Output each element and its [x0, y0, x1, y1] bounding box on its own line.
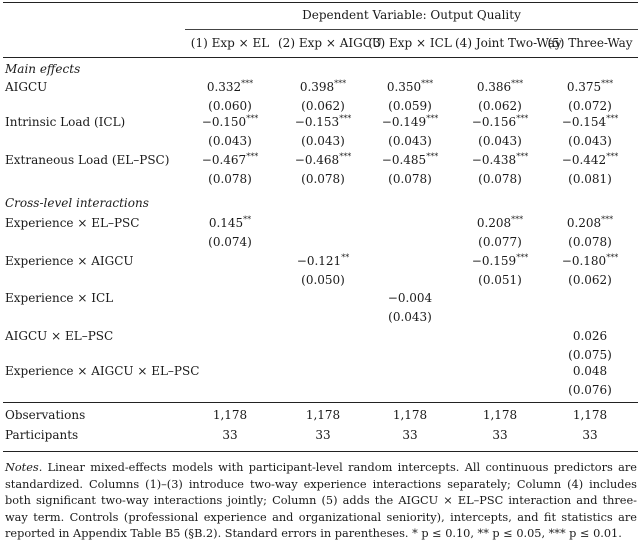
- standard-error-cell: (0.043): [388, 310, 432, 324]
- coefficient-cell: [455, 216, 545, 230]
- significance-stars: ***: [606, 114, 619, 123]
- standard-error-cell: (0.062): [301, 99, 345, 113]
- row-label: Intrinsic Load (ICL): [5, 115, 126, 129]
- coefficient-value: −0.442: [561, 153, 607, 167]
- coefficient-value: 0.386: [476, 80, 512, 94]
- coefficient-value: −0.149: [381, 115, 427, 129]
- column-header-2: (2) Exp × AIGCU: [278, 36, 382, 50]
- stat-value: 1,178: [305, 408, 341, 422]
- standard-error-cell: (0.078): [301, 172, 345, 186]
- standard-error-cell: (0.075): [568, 348, 612, 362]
- stat-value: 33: [222, 428, 238, 442]
- coefficient-value: −0.154: [561, 115, 607, 129]
- coefficient-cell: [455, 153, 545, 167]
- significance-stars: ***: [516, 114, 529, 123]
- section-main-effects: Main effects: [5, 62, 81, 76]
- coefficient-value: −0.180: [561, 254, 607, 268]
- stat-value: 33: [402, 428, 418, 442]
- standard-error-cell: (0.081): [568, 172, 612, 186]
- significance-stars: ***: [601, 215, 614, 224]
- row-label: Experience × ICL: [5, 291, 114, 305]
- significance-stars: ***: [426, 152, 439, 161]
- significance-stars: **: [341, 253, 350, 262]
- standard-error-cell: (0.072): [568, 99, 612, 113]
- coefficient-value: 0.332: [206, 80, 242, 94]
- coefficient-cell: [545, 254, 635, 268]
- row-label: AIGCU: [5, 80, 48, 94]
- standard-error-cell: (0.050): [301, 273, 345, 287]
- notes-lead: Notes.: [5, 461, 43, 474]
- coefficient-cell: [455, 80, 545, 94]
- coefficient-cell: [455, 254, 545, 268]
- header-bottom-rule: [3, 57, 638, 58]
- stat-value: 1,178: [482, 408, 518, 422]
- standard-error-cell: (0.043): [388, 134, 432, 148]
- significance-stars: ***: [246, 114, 259, 123]
- coefficient-value: −0.468: [294, 153, 340, 167]
- coefficient-cell: [365, 291, 455, 305]
- significance-stars: ***: [246, 152, 259, 161]
- coefficient-value: −0.467: [201, 153, 247, 167]
- coefficient-cell: [545, 80, 635, 94]
- coefficient-value: −0.121: [296, 254, 342, 268]
- stat-label: Observations: [5, 408, 86, 422]
- standard-error-cell: (0.051): [478, 273, 522, 287]
- significance-stars: ***: [606, 152, 619, 161]
- significance-stars: ***: [516, 253, 529, 262]
- significance-stars: ***: [511, 215, 524, 224]
- coefficient-cell: [278, 254, 368, 268]
- coefficient-value: 0.350: [386, 80, 422, 94]
- coefficient-value: −0.004: [387, 291, 433, 305]
- section-cross-level: Cross-level interactions: [5, 196, 149, 210]
- bottom-rule: [3, 451, 638, 452]
- coefficient-value: 0.375: [566, 80, 602, 94]
- significance-stars: ***: [339, 114, 352, 123]
- coefficient-value: 0.145: [208, 216, 244, 230]
- coefficient-cell: [365, 115, 455, 129]
- standard-error-cell: (0.076): [568, 383, 612, 397]
- coefficient-cell: [365, 80, 455, 94]
- significance-stars: **: [243, 215, 252, 224]
- coefficient-cell: [185, 115, 275, 129]
- coefficient-cell: [278, 115, 368, 129]
- standard-error-cell: (0.078): [568, 235, 612, 249]
- coefficient-cell: [545, 216, 635, 230]
- significance-stars: ***: [334, 79, 347, 88]
- coefficient-value: 0.026: [572, 329, 608, 343]
- significance-stars: ***: [516, 152, 529, 161]
- coefficient-value: 0.208: [476, 216, 512, 230]
- coefficient-value: −0.438: [471, 153, 517, 167]
- significance-stars: ***: [511, 79, 524, 88]
- notes-body: Linear mixed-effects models with participant-level random intercepts. All continuous predictors are standardized. Columns (1)–(3) introduce two-way experience interactions separately; Column (4) includes both significant two-way interactions jointly; Column (5) adds the AIGCU × EL–PSC interaction and three-way term. Controls (professional experience and organizational seniority), intercepts, and fit statistics are reported in Appendix Table B5 (§B.2). Standard errors in parentheses.: [5, 461, 637, 540]
- coefficient-value: 0.208: [566, 216, 602, 230]
- column-header-5: (5) Three-Way: [547, 36, 633, 50]
- significance-stars: ***: [426, 114, 439, 123]
- coefficient-value: −0.485: [381, 153, 427, 167]
- coefficient-cell: [545, 153, 635, 167]
- standard-error-cell: (0.078): [208, 172, 252, 186]
- significance-stars: ***: [421, 79, 434, 88]
- stat-value: 1,178: [212, 408, 248, 422]
- coefficient-cell: [185, 80, 275, 94]
- standard-error-cell: (0.078): [478, 172, 522, 186]
- significance-stars: ***: [241, 79, 254, 88]
- header-subrule: [185, 29, 638, 30]
- coefficient-value: 0.048: [572, 364, 608, 378]
- stat-value: 33: [315, 428, 331, 442]
- stat-label: Participants: [5, 428, 79, 442]
- stats-rule: [3, 402, 638, 403]
- standard-error-cell: (0.043): [208, 134, 252, 148]
- coefficient-cell: [185, 216, 275, 230]
- dependent-variable-header: Dependent Variable: Output Quality: [302, 8, 521, 22]
- standard-error-cell: (0.074): [208, 235, 252, 249]
- top-rule: [3, 2, 638, 3]
- coefficient-cell: [278, 153, 368, 167]
- standard-error-cell: (0.043): [301, 134, 345, 148]
- stat-value: 1,178: [572, 408, 608, 422]
- coefficient-cell: [545, 115, 635, 129]
- row-label: Experience × EL–PSC: [5, 216, 140, 230]
- stat-value: 33: [492, 428, 508, 442]
- significance-stars: ***: [339, 152, 352, 161]
- row-label: AIGCU × EL–PSC: [5, 329, 114, 343]
- column-header-3: (3) Exp × ICL: [368, 36, 452, 50]
- significance-stars: ***: [601, 79, 614, 88]
- coefficient-value: −0.156: [471, 115, 517, 129]
- standard-error-cell: (0.043): [478, 134, 522, 148]
- stat-value: 33: [582, 428, 598, 442]
- coefficient-cell: [185, 153, 275, 167]
- coefficient-cell: [365, 153, 455, 167]
- standard-error-cell: (0.060): [208, 99, 252, 113]
- table-notes: [5, 460, 637, 543]
- row-label: Extraneous Load (EL–PSC): [5, 153, 170, 167]
- standard-error-cell: (0.078): [388, 172, 432, 186]
- coefficient-cell: [545, 329, 635, 343]
- significance-stars: ***: [606, 253, 619, 262]
- coefficient-cell: [545, 364, 635, 378]
- standard-error-cell: (0.059): [388, 99, 432, 113]
- coefficient-value: −0.150: [201, 115, 247, 129]
- row-label: Experience × AIGCU: [5, 254, 134, 268]
- stat-value: 1,178: [392, 408, 428, 422]
- standard-error-cell: (0.043): [568, 134, 612, 148]
- coefficient-cell: [455, 115, 545, 129]
- row-label: Experience × AIGCU × EL–PSC: [5, 364, 200, 378]
- standard-error-cell: (0.062): [568, 273, 612, 287]
- coefficient-value: −0.153: [294, 115, 340, 129]
- notes-significance: * p ≤ 0.10, ** p ≤ 0.05, *** p ≤ 0.01.: [412, 527, 622, 540]
- column-header-1: (1) Exp × EL: [190, 36, 270, 50]
- standard-error-cell: (0.062): [478, 99, 522, 113]
- coefficient-value: −0.159: [471, 254, 517, 268]
- coefficient-cell: [278, 80, 368, 94]
- column-header-4: (4) Joint Two-Way: [455, 36, 562, 50]
- coefficient-value: 0.398: [299, 80, 335, 94]
- standard-error-cell: (0.077): [478, 235, 522, 249]
